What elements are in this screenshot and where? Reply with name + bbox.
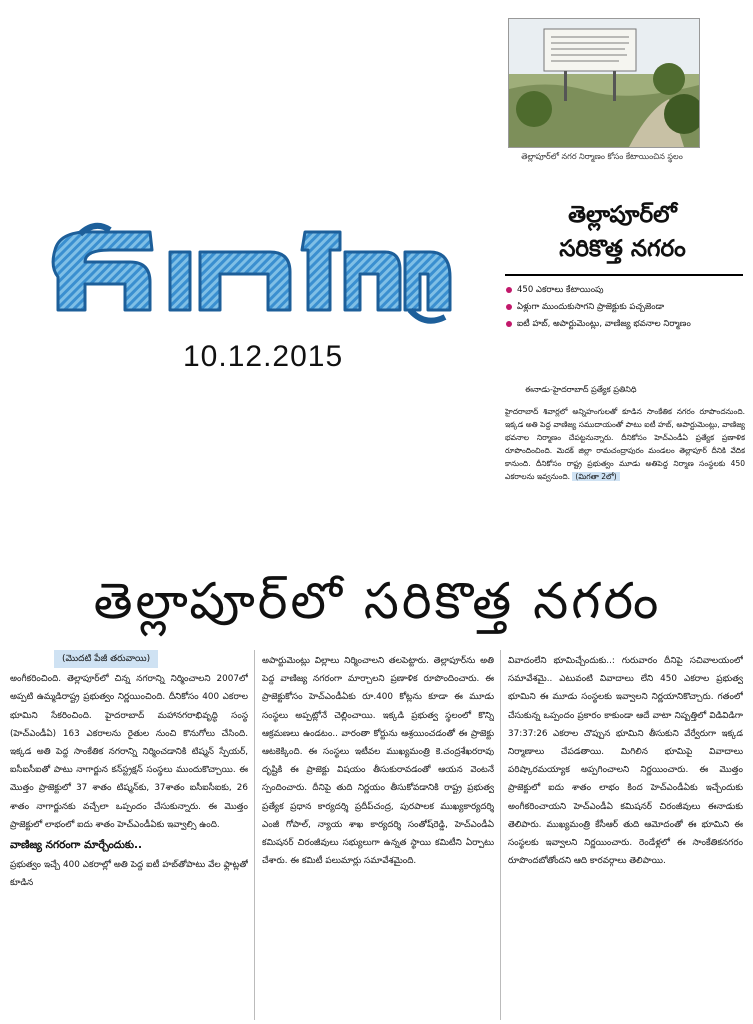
bullet-icon — [506, 304, 512, 310]
article-column-1 — [10, 650, 248, 1020]
main-headline: తెల్లాపూర్‌లో సరికొత్త నగరం — [93, 572, 662, 630]
column-divider — [500, 650, 501, 1020]
bullet-icon — [506, 321, 512, 327]
side-body — [505, 405, 745, 535]
side-headline — [500, 198, 745, 266]
bullet-item: ఐటీ హబ్, అపార్టుమెంట్లు, వాణిజ్య భవనాల నిర్మాణం — [505, 316, 745, 333]
article-column-2: అపార్టుమెంట్లు విల్లాలు నిర్మించాలని తలపెట్టారు. తెల్లాపూర్‌ను అతి పెద్ద వాణిజ్య నగరంగా మార్చాలని ప్రణాళిక రూపొందించారు. ఈ ప్రాజెక్టుకోసం హెచ్ఎండీఏకు రూ.400 కోట్లను కూడా ఈ మూడు సంస్థలు అప్పట్లోనే చెల్లించాయి. ఇక్కడి ప్రభుత్వ స్థలంలో కొన్ని ఆక్రమణలు ఉండటం.. వారంతా కోర్టును ఆశ్రయించడంతో ఈ ప్రాజెక్టు ఆటకెక్కింది. ఈ సంస్థలు ఇటీవల ముఖ్యమంత్రి కె.చంద్రశేఖరరావు దృష్టికి ఈ ప్రాజెక్టు విషయం తీసుకురావడంతో ఆయన వెంటనే స్పందించారు. దీనిపై తుది నిర్ణయం తీసుకోవడానికి రాష్ట్ర ప్రభుత్వ ప్రత్యేక ప్రధాన కార్యదర్శి ప్రదీప్‌చంద్ర, పురపాలక ముఖ్యకార్యదర్శి ఎంజీ గోపాల్, న్యాయ శాఖ కార్యదర్శి సంతోష్‌రెడ్డి, హెచ్ఎండీఏ కమిషనర్ చిరంజీవులు సభ్యులుగా ఉన్నత స్థాయి కమిటీని ఏర్పాటు చేశారు. ఈ కమిటీ పలుమార్లు సమావేశమైంది. — [262, 656, 494, 867]
column-divider — [254, 650, 255, 1020]
newspaper-logo — [40, 222, 460, 332]
publication-date: 10.12.2015 — [183, 340, 344, 373]
column-text: ప్రభుత్వం ఇచ్చే 400 ఎకరాల్లో అతి పెద్ద ఐటీ హబ్‌తోపాటు వేల ఫ్లాట్లతో కూడిన — [10, 860, 248, 889]
bullet-item: 450 ఎకరాలు కేటాయింపు — [505, 282, 745, 299]
article-column-3: వివాదంలేని భూమిచ్చేందుకు..: గురువారం దీనిపై సచివాలయంలో సమావేశమై.. ఎటువంటి వివాదాలు లేని 450 ఎకరాల ప్రభుత్వ భూమిని ఈ మూడు సంస్థలకు ఇవ్వాలని నిర్ణయానికొచ్చారు. గతంలో చేసుకున్న ఒప్పందం ప్రకారం కాకుండా ఆదే వాటా నిష్పత్తిలో విడివిడిగా 37:37:26 ఎకరాల చొప్పున భూమిని తీసుకుని వేర్వేరుగా ఇక్కడ నిర్మాణాలు చేపడతాయి. మిగిలిన భూమిపై వివాదాలు పరిష్కారమయ్యాక అప్పగించాలని నిర్ణయించారు. ఈ మొత్తం ప్రాజెక్టులో ఐదు శాతం లాభం కింద హెచ్ఎండీఏకు ఇచ్చేందుకు అంగీకరించాయని హెచ్ఎండీఏ కమిషనర్ చిరంజీవులు ఈనాడుకు తెలిపారు. ముఖ్యమంత్రి కేసీఆర్ తుది ఆమోదంతో ఈ భూమిని ఈ సంస్థలకు ఇవ్వాలని నిర్ణయించారు. రెండేళ్లలో ఈ సాంకేతికనగరం రూపొందబోతోందని ఆది కారవర్గాలు తెలిపాయి. — [508, 656, 743, 867]
bullet-item: ఏళ్లుగా ముందుకుసాగని ప్రాజెక్టుకు పచ్చజెండా — [505, 299, 745, 316]
side-headline-line1: తెల్లాపూర్‌లో — [568, 202, 677, 228]
continued-marker: (మిగతా 2లో) — [572, 472, 619, 481]
photo-caption: తెల్లాపూర్‌లో నగర నిర్మాణం కోసం కేటాయించిన స్థలం — [521, 152, 683, 161]
side-body-text: హైదరాబాద్ శివార్లలో అన్నిహంగులతో కూడిన సాంకేతిక నగరం రూపొందనుంది. ఇక్కడ అతి పెద్ద వాణిజ్య సముదాయంతో పాటు ఐటీ హబ్, అపార్టుమెంట్లు, వాణిజ్య భవనాల నిర్మాణం చేపట్టనున్నారు. దీనికోసం హెచ్ఎండీఏ ప్రత్యేక ప్రణాళిక రూపొందించింది. మెదక్ జిల్లా రామచంద్రాపురం మండలం తెల్లాపూర్ దీనికి వేదిక కానుంది. దీనికోసం రాష్ట్ర ప్రభుత్వం మూడు అతిపెద్ద నిర్మాణ సంస్థలకు 450 ఎకరాలను ఇవ్వనుంది. — [505, 407, 745, 481]
column-text: అంగీకరించింది. తెల్లాపూర్‌లో చిన్న నగరాన్ని నిర్మించాలని 2007లో అప్పటి ఉమ్మడిరాష్ట్ర ప్రభుత్వం నిర్ణయించింది. దీనికోసం 400 ఎకరాల భూమిని సేకరించింది. హైదరాబాద్ మహానగరాభివృద్ధి సంస్థ (హెచ్ఎండీఏ) 163 ఎకరాలను రైతుల నుంచి కొనుగోలు చేసింది. ఇక్కడ అతి పెద్ద సాంకేతిక నగరాన్ని నిర్మించడానికి టిష్మన్ స్పేయర్, ఐసీఐసీఐతో పాటు నాగార్జున కన్‌స్ట్రక్షన్ సంస్థలు ముందుకొచ్చాయి. ఈ మొత్తం ప్రాజెక్టులో 37 శాతం టిష్మన్‌కు, 37శాతం ఐసీఐసీఐకు, 26 శాతం నాగార్జునకు వచ్చేలా ఒప్పందం చేసుకున్నారు. ఈ మొత్తం ప్రాజెక్టులో లాభంలో ఐదు శాతం హెచ్ఎండీఏకు ఇవ్వాల్సి ఉంది. — [10, 674, 248, 830]
byline: ఈనాడు-హైదరాబాద్ ప్రత్యేక ప్రతినిధి — [525, 385, 637, 394]
divider — [505, 274, 743, 276]
continued-label: (మొదటి పేజీ తరువాయి) — [54, 650, 158, 668]
land-photo — [508, 18, 700, 148]
bullet-icon — [506, 287, 512, 293]
side-headline-line2: సరికొత్త నగరం — [559, 236, 686, 262]
side-bullets — [505, 282, 745, 333]
logo-text: ఈనాడు — [248, 330, 252, 331]
subheading: వాణిజ్య నగరంగా మార్చేందుకు.. — [10, 839, 142, 852]
